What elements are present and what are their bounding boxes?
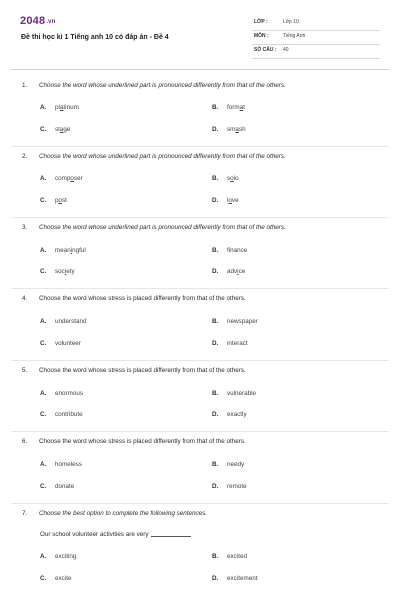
answer-option[interactable] — [212, 197, 239, 204]
option-word: contribute — [55, 411, 83, 418]
underlined-part: o — [70, 175, 74, 182]
question-prompt — [22, 510, 207, 517]
option-word: vulnerable — [227, 390, 257, 397]
option-word: exciting — [55, 553, 77, 560]
option-letter: A. — [40, 247, 47, 254]
option-word: love — [227, 197, 239, 204]
question-prompt — [22, 295, 246, 302]
answer-option[interactable] — [212, 268, 245, 275]
answer-option[interactable] — [40, 197, 67, 204]
logo-text: 2048 — [20, 15, 46, 27]
option-letter: C. — [40, 268, 47, 275]
option-word: homeless — [55, 461, 82, 468]
answer-option[interactable] — [40, 483, 74, 490]
option-word: exactly — [227, 411, 247, 418]
option-word: remote — [227, 483, 247, 490]
exam-title: Đề thi học kì 1 Tiếng anh 10 có đáp án - Đề 4 — [21, 34, 169, 41]
option-word: excited — [227, 553, 247, 560]
answer-option[interactable] — [40, 553, 76, 560]
question-sentence — [40, 531, 191, 538]
question-number: 2. — [22, 153, 28, 160]
option-word: excitement — [227, 575, 258, 582]
meta-subject-value: Tiếng Anh — [283, 33, 306, 39]
option-letter: D. — [212, 483, 219, 490]
option-letter: A. — [40, 553, 47, 560]
option-word: post — [55, 197, 67, 204]
option-letter: C. — [40, 340, 47, 347]
question-divider — [11, 360, 389, 361]
question-divider — [11, 503, 389, 504]
option-letter: C. — [40, 411, 47, 418]
underlined-part: a — [59, 126, 64, 133]
option-letter: A. — [40, 461, 47, 468]
answer-option[interactable] — [212, 461, 244, 468]
answer-option[interactable] — [40, 104, 79, 111]
option-word: smash — [227, 126, 246, 133]
answer-option[interactable] — [40, 411, 83, 418]
answer-option[interactable] — [40, 575, 71, 582]
question-prompt — [22, 82, 286, 89]
option-letter: A. — [40, 175, 47, 182]
question-number: 1. — [22, 82, 28, 89]
underlined-part: o — [230, 175, 234, 182]
option-letter: B. — [212, 318, 219, 325]
meta-count-value: 40 — [283, 47, 289, 53]
option-letter: C. — [40, 197, 47, 204]
underlined-part: i — [70, 247, 73, 254]
logo-tld: .vn — [46, 19, 56, 25]
option-letter: B. — [212, 104, 219, 111]
answer-option[interactable] — [212, 575, 257, 582]
question-number: 7. — [22, 510, 28, 517]
answer-option[interactable] — [40, 268, 75, 275]
sentence-text: Our school volunteer activities are very — [40, 531, 149, 538]
question-number: 6. — [22, 438, 28, 445]
meta-count-label: SỐ CÂU : — [254, 47, 277, 53]
option-letter: D. — [212, 197, 219, 204]
answer-option[interactable] — [212, 247, 247, 254]
option-letter: A. — [40, 390, 47, 397]
underlined-part: a — [59, 104, 64, 111]
option-word: platinum — [55, 104, 79, 111]
question-text: Choose the word whose stress is placed differently from that of the others. — [39, 295, 246, 302]
option-word: advice — [227, 268, 246, 275]
option-word: interact — [227, 340, 248, 347]
question-number: 3. — [22, 224, 28, 231]
page-header — [0, 0, 400, 70]
option-word: composer — [55, 175, 83, 182]
answer-option[interactable] — [212, 390, 256, 397]
question-text: Choose the word whose stress is placed differently from that of the others. — [39, 367, 246, 374]
answer-option[interactable] — [40, 126, 70, 133]
underlined-part: a — [239, 104, 244, 111]
option-word: newspaper — [227, 318, 258, 325]
question-text: Choose the word whose underlined part is pronounced differently from that of the others. — [39, 153, 286, 160]
meta-class-row — [252, 16, 380, 31]
meta-class-label: LỚP : — [254, 19, 268, 25]
option-letter: B. — [212, 553, 219, 560]
underlined-part: i — [237, 268, 239, 275]
underlined-part: o — [58, 197, 63, 204]
option-word: needy — [227, 461, 245, 468]
question-text: Choose the best option to complete the following sentences. — [39, 510, 208, 517]
option-word: excite — [55, 575, 72, 582]
option-letter: B. — [212, 175, 219, 182]
question-number: 4. — [22, 295, 28, 302]
question-prompt — [22, 438, 246, 445]
option-letter: B. — [212, 390, 219, 397]
answer-option[interactable] — [212, 175, 239, 182]
option-word: donate — [55, 483, 75, 490]
answer-option[interactable] — [40, 390, 83, 397]
option-letter: C. — [40, 575, 47, 582]
answer-blank — [151, 536, 191, 537]
option-letter: D. — [212, 126, 219, 133]
answer-option[interactable] — [40, 461, 82, 468]
underlined-part: i — [64, 268, 67, 275]
question-divider — [11, 431, 389, 432]
question-divider — [11, 288, 389, 289]
option-letter: D. — [212, 268, 219, 275]
underlined-part: o — [228, 197, 232, 204]
option-letter: C. — [40, 126, 47, 133]
option-letter: A. — [40, 104, 47, 111]
option-letter: D. — [212, 575, 219, 582]
answer-option[interactable] — [212, 553, 247, 560]
header-divider — [11, 69, 389, 70]
meta-count-row — [252, 44, 380, 59]
answer-option[interactable] — [212, 318, 258, 325]
meta-subject-label: MÔN : — [254, 33, 269, 39]
answer-option[interactable] — [212, 104, 245, 111]
answer-option[interactable] — [40, 318, 87, 325]
option-word: volunteer — [55, 340, 81, 347]
question-divider — [11, 146, 389, 147]
question-prompt — [22, 224, 286, 231]
question-prompt — [22, 153, 286, 160]
meta-subject-row — [252, 30, 380, 45]
answer-option[interactable] — [40, 340, 81, 347]
question-divider — [11, 217, 389, 218]
option-letter: A. — [40, 318, 47, 325]
option-word: enormous — [55, 390, 84, 397]
answer-option[interactable] — [212, 483, 247, 490]
option-word: society — [55, 268, 75, 275]
option-word: understand — [55, 318, 87, 325]
option-letter: B. — [212, 461, 219, 468]
option-word: finance — [227, 247, 248, 254]
meta-class-value: Lớp 10 — [283, 19, 299, 25]
option-letter: D. — [212, 411, 219, 418]
option-letter: C. — [40, 483, 47, 490]
answer-option[interactable] — [212, 411, 247, 418]
question-text: Choose the word whose underlined part is pronounced differently from that of the others. — [39, 82, 286, 89]
option-letter: B. — [212, 247, 219, 254]
underlined-part: a — [235, 126, 239, 133]
option-word: meaningful — [55, 247, 86, 254]
question-number: 5. — [22, 367, 28, 374]
option-word: stage — [55, 126, 71, 133]
answer-option[interactable] — [40, 175, 83, 182]
answer-option[interactable] — [212, 340, 248, 347]
site-logo[interactable] — [20, 15, 56, 27]
answer-option[interactable] — [40, 247, 86, 254]
question-prompt — [22, 367, 246, 374]
option-word: solo — [227, 175, 239, 182]
option-word: format — [227, 104, 245, 111]
question-text: Choose the word whose stress is placed differently from that of the others. — [39, 438, 246, 445]
answer-option[interactable] — [212, 126, 246, 133]
option-letter: D. — [212, 340, 219, 347]
question-text: Choose the word whose underlined part is pronounced differently from that of the others. — [39, 224, 286, 231]
